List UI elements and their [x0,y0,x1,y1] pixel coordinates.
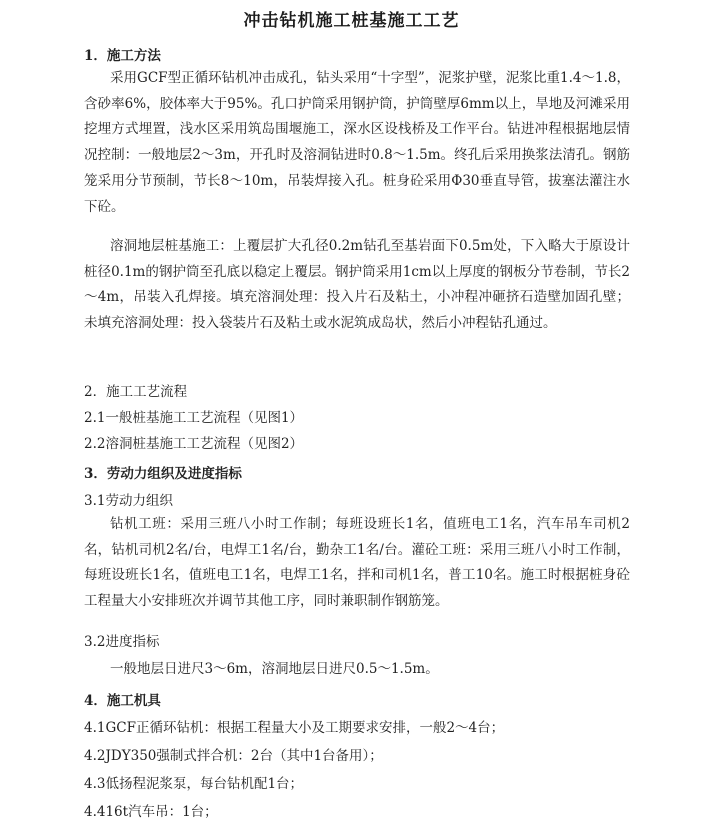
document-title: 冲击钻机施工桩基施工工艺 [243,11,460,31]
section-4-heading: 4．施工机具 [84,693,161,709]
section-2-1-line: 2.1一般桩基施工工艺流程（见图1） [84,410,304,426]
section-1-heading: 1．施工方法 [84,48,161,64]
section-1-paragraph-1: 采用GCF型正循环钻机冲击成孔，钻头采用“十字型”，泥浆护壁，泥浆比重1.4～1.8，含砂率6%，胶体率大于95%。孔口护筒采用钢护筒，护筒壁厚6mm以上，旱地及河滩采用挖埋方式埋置，浅水区采用筑岛围堰施工，深水区设栈桥及工作平台。钻进冲程根据地层情况控制：一般地层2～3m，开孔时及溶洞钻进时0.8～1.5m。终孔后采用换浆法清孔。钢筋笼采用分节预制，节长8～10m，吊装焊接入孔。桩身砼采用Φ30垂直导管，拔塞法灌注水下砼。 [84,70,630,215]
section-2-heading: 2．施工工艺流程 [84,384,188,400]
section-3-1-heading: 3.1劳动力组织 [84,493,173,509]
section-3-2-paragraph: 一般地层日进尺3～6m，溶洞地层日进尺0.5～1.5m。 [110,661,439,677]
section-1-paragraph-2: 溶洞地层桩基施工：上覆层扩大孔径0.2m钻孔至基岩面下0.5m处，下入略大于原设计桩径0.1m的钢护筒至孔底以稳定上覆层。钢护筒采用1cm以上厚度的钢板分节卷制，节长2～4m，吊装入孔焊接。填充溶洞处理：投入片石及粘土，小冲程冲砸挤石造壁加固孔壁；未填充溶洞处理：投入袋装片石及粘土或水泥筑成岛状，然后小冲程钻孔通过。 [84,238,630,332]
section-3-2-heading: 3.2进度指标 [84,634,160,650]
section-4-4-line: 4.416t汽车吊：1台； [84,804,218,820]
section-2-2-line: 2.2溶洞桩基施工工艺流程（见图2） [84,436,304,452]
section-4-3-line: 4.3低扬程泥浆泵，每台钻机配1台； [84,776,304,792]
section-3-1-paragraph: 钻机工班：采用三班八小时工作制；每班设班长1名，值班电工1名，汽车吊车司机2名，钻机司机2名/台，电焊工1名/台，勤杂工1名/台。灌砼工班：采用三班八小时工作制，每班设班长1名，值班电工1名，电焊工1名，拌和司机1名，普工10名。施工时根据桩身砼工程量大小安排班次并调节其他工序，同时兼职制作钢筋笼。 [84,516,630,610]
section-4-1-line: 4.1GCF正循环钻机：根据工程量大小及工期要求安排，一般2～4台； [84,720,505,736]
section-4-2-line: 4.2JDY350强制式拌合机：2台（其中1台备用）； [84,748,383,764]
section-3-heading: 3．劳动力组织及进度指标 [84,466,242,482]
